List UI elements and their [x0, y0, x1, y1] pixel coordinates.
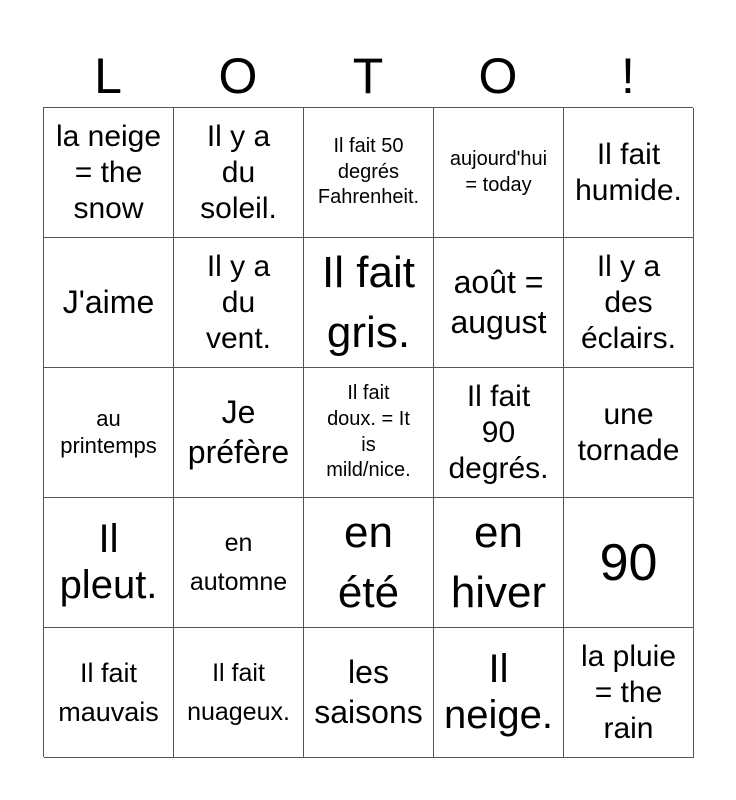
board-cell[interactable] [434, 108, 564, 238]
title-letter-t: T [352, 48, 384, 104]
cell-text: Il fait 90 degrés. [448, 379, 549, 485]
board-cell[interactable] [434, 368, 564, 498]
board-cell[interactable] [564, 368, 694, 498]
cell-text: les saisons [314, 653, 423, 730]
board-cell[interactable] [434, 498, 564, 628]
cell-text: août = august [450, 263, 547, 340]
board-cell[interactable] [44, 628, 174, 758]
board-cell[interactable] [174, 108, 304, 238]
cell-text: J'aime [62, 283, 155, 320]
cell-text: Il neige. [444, 646, 553, 737]
title-row [43, 44, 693, 108]
cell-text: Il fait mauvais [58, 657, 159, 727]
cell-text: Il pleut. [59, 516, 158, 607]
board-cell[interactable] [44, 238, 174, 368]
title-letter-exclamation: ! [621, 48, 635, 104]
cell-text: en automne [189, 528, 288, 596]
cell-text: en été [337, 507, 400, 617]
cell-text: Il fait doux. = It is mild/nice. [326, 382, 411, 482]
board-cell[interactable] [174, 238, 304, 368]
cell-text: Il y a du vent. [205, 249, 272, 355]
title-letter-l: L [94, 48, 122, 104]
board-cell[interactable] [174, 628, 304, 758]
cell-text: 90 [599, 533, 658, 592]
board-cell[interactable] [564, 628, 694, 758]
board-cell[interactable] [174, 368, 304, 498]
board-cell[interactable] [564, 238, 694, 368]
cell-text: en hiver [450, 507, 547, 617]
board-cell[interactable] [434, 628, 564, 758]
cell-text: la neige = the snow [55, 119, 162, 225]
board-cell[interactable] [304, 108, 434, 238]
bingo-board [43, 107, 693, 757]
board-cell[interactable] [564, 108, 694, 238]
board-cell[interactable] [434, 238, 564, 368]
board-cell[interactable] [44, 368, 174, 498]
cell-text: Il y a des éclairs. [580, 249, 677, 355]
board-cell[interactable] [304, 238, 434, 368]
cell-text: Il fait 50 degrés Fahrenheit. [317, 135, 420, 209]
cell-text: Il y a du soleil. [200, 119, 277, 225]
cell-text: Il fait nuageux. [187, 658, 290, 726]
board-cell[interactable] [44, 108, 174, 238]
board-cell[interactable] [304, 368, 434, 498]
title-letter-o-second: O [478, 48, 518, 104]
cell-text: Il fait gris. [322, 247, 415, 357]
cell-text: une tornade [577, 397, 680, 467]
cell-text: au printemps [60, 406, 157, 458]
cell-text: Je préfère [187, 393, 290, 470]
title-letter-o: O [218, 48, 258, 104]
board-cell[interactable] [304, 628, 434, 758]
cell-text: Il fait humide. [575, 137, 682, 207]
cell-text: aujourd'hui = today [449, 147, 548, 196]
board-cell[interactable] [304, 498, 434, 628]
cell-text: la pluie = the rain [580, 639, 677, 745]
board-cell[interactable] [564, 498, 694, 628]
board-cell[interactable] [44, 498, 174, 628]
board-cell[interactable] [174, 498, 304, 628]
